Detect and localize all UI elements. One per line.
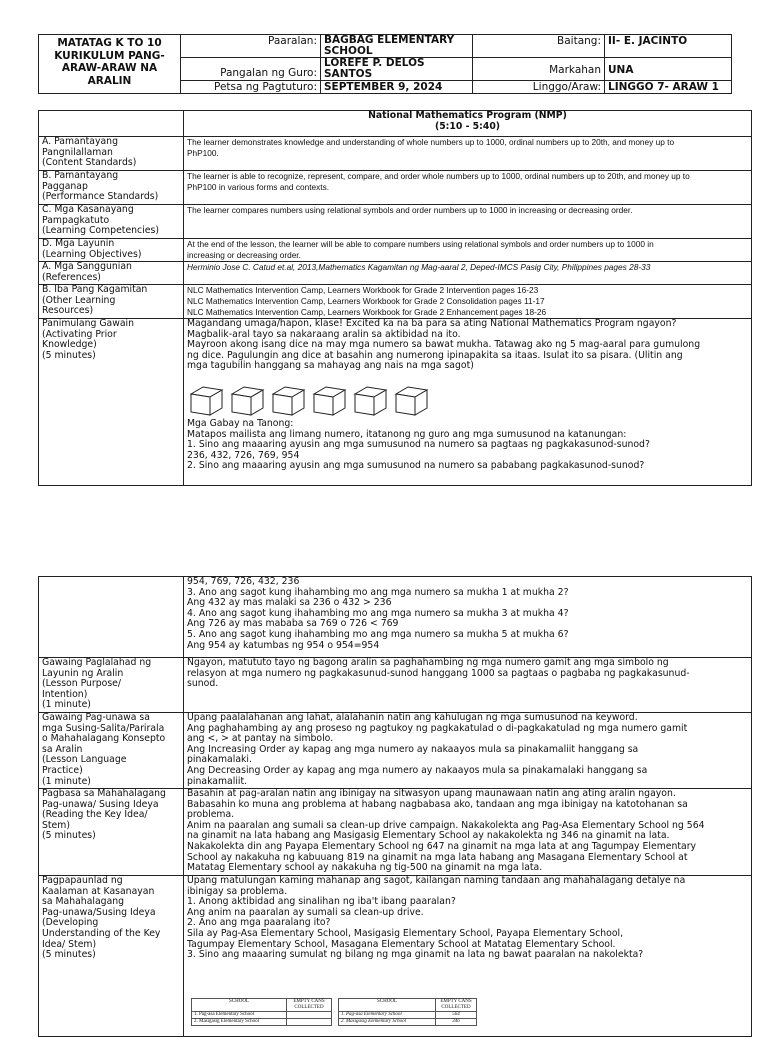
lesson-table-page1 [38, 110, 752, 486]
row-reading-key-idea: Pagbasa sa Mahahalagang Pag-unawa/ Susing Ideya (Reading the Key Idea/ Stem) (5 minutes) Basahin at pag-aralan natin ang ibinigay na sitwasyon upang maunawaan natin ang ating aralin ngayon. Babasahin ko muna ang problema at habang nagbabasa ako, tandaan ang mga ibinigay na katotohanan sa problema. Anim na paaralan ang sumali sa clean-up drive campaign. Nakakolekta ang Pag-Asa Elementary School ng 564 na ginamit na lata habang ang Masigasig Elementary School ay nakakolekta ng 346 na ginamit na lata. Nakakolekta din ang Payapa Elementary School ng 647 na ginamit na mga lata at ang Tagumpay Elementary School ay nakakuha ng kabuuang 819 na ginamit na mga lata habang ang Masagana Elementary School at Matatag Elementary school ay nakakuha ng tig-500 na ginamit na mga lata. [39, 789, 752, 876]
dice-icon [394, 384, 429, 417]
baitang-label: Baitang: [473, 35, 605, 58]
row-activating-prior-knowledge: Panimulang Gawain (Activating Prior Knowledge) (5 minutes) Magandang umaga/hapon, klase! Excited ka na ba para sa ating National Mathematics Program ngayon? Magbalik-aral tayo sa nakaraang aralin sa aktibidad na ito. Mayroon akong isang dice na may mga numero sa bawat mukha. Tatawag ako ng 5 mag-aaral para gumulong ng dice. Pagulungin ang dice at basahin ang numerong ipinapakita sa itaas. Isulat ito sa pisara. (Ulitin ang mga tagubilin hanggang sa mahayag ang nais na mga sagot) Mga Gabay na Tanong: Matapos mailista ang limang numero, itatanong ng guro ang mga sumusunod na katanungan: 1. Sino ang maaaring ayusin ang mga sumusunod na numero sa pagtaas ng pagkakasunod-sunod? 236, 432, 726, 769, 954 2. Sino ang maaaring ayusin ang mga sumusunod na numero sa pababang pagkakasunod-sunod? [39, 319, 752, 486]
dice-icon [189, 384, 224, 417]
paaralan-label: Paaralan: [181, 35, 321, 58]
row-developing-understanding: Pagpapaunlad ng Kaalaman at Kasanayan sa Mahahalagang Pag-unawa/Susing Ideya (Developing Understanding of the Key Idea/ Stem) (5 minutes) Upang matulungan kaming mahanap ang sagot, kailangan naming tandaan ang mahahalagang detalye na ibinigay sa problema. 1. Anong aktibidad ang sinalihan ng iba't ibang paaralan? Ang anim na paaralan ay sumali sa clean-up drive. 2. Ano ang mga paaralang ito? Sila ay Pag-Asa Elementary School, Masigasig Elementary School, Payapa Elementary School, Tagumpay Elementary School, Masagana Elementary School at Matatag Elementary School. 3. Sino ang maaaring sumulat ng bilang ng mga ginamit na lata ng bawat paaralan na nakolekta? [39, 876, 752, 1037]
dice-icon [312, 384, 347, 417]
petsa-label: Petsa ng Pagtuturo: [181, 81, 321, 94]
row-activating-continued [39, 577, 752, 658]
program-title: MATATAG K TO 10 KURIKULUM PANG-ARAW-ARAW NA ARALIN [39, 35, 181, 94]
linggo-label: Linggo/Araw: [473, 81, 605, 94]
dice-icon [230, 384, 265, 417]
learning-objectives-text: At the end of the lesson, the learner will be able to compare numbers using relational symbols and order numbers up to 1000 in increasing or decreasing order. [184, 239, 752, 262]
row-learning-objectives: D. Mga Layunin (Learning Objectives) At the end of the lesson, the learner will be able to compare numbers using relational symbols and order numbers up to 1000 in increasing or decreasing order. [39, 239, 752, 262]
content-standards-text: The learner demonstrates knowledge and understanding of whole numbers up to 1000, ordinal numbers up to 20th, and money up to PhP100. [184, 137, 752, 171]
activating-continued-text: 954, 769, 726, 432, 236 3. Ano ang sagot kung ihahambing mo ang mga numero sa mukha 1 at mukha 2? Ang 432 ay mas malaki sa 236 o 432 > 236 4. Ano ang sagot kung ihahambing mo ang mga numero sa mukha 3 at mukha 4? Ang 726 ay mas mababa sa 769 o 726 < 769 5. Ano ang sagot kung ihahambing mo ang mga numero sa mukha 5 at mukha 6? Ang 954 ay katumbas ng 954 o 954=954 [184, 577, 752, 658]
program-heading [184, 111, 752, 137]
guro-label: Pangalan ng Guro: [181, 58, 321, 81]
program-name: National Mathematics Program (NMP) [368, 110, 567, 121]
paaralan-value: BAGBAG ELEMENTARY SCHOOL [321, 35, 473, 58]
developing-understanding-text: Upang matulungan kaming mahanap ang sagot, kailangan naming tandaan ang mahahalagang detalye na ibinigay sa problema. 1. Anong aktibidad ang sinalihan ng iba't ibang paaralan? Ang anim na paaralan ay sumali sa clean-up drive. 2. Ano ang mga paaralang ito? Sila ay Pag-Asa Elementary School, Masigasig Elementary School, Payapa Elementary School, Tagumpay Elementary School, Masagana Elementary School at Matatag Elementary School. 3. Sino ang maaaring sumulat ng bilang ng mga ginamit na lata ng bawat paaralan na nakolekta? [184, 876, 752, 1037]
reading-key-idea-text: Basahin at pag-aralan natin ang ibinigay na sitwasyon upang maunawaan natin ang ating aralin ngayon. Babasahin ko muna ang problema at habang nagbabasa ako, tandaan ang mga ibinigay na katotohanan sa problema. Anim na paaralan ang sumali sa clean-up drive campaign. Nakakolekta ang Pag-Asa Elementary School ng 564 na ginamit na lata habang ang Masigasig Elementary School ay nakakolekta ng 346 na ginamit na lata. Nakakolekta din ang Payapa Elementary School ng 647 na ginamit na mga lata at ang Tagumpay Elementary School ay nakakuha ng kabuuang 819 na ginamit na mga lata habang ang Masagana Elementary School at Matatag Elementary school ay nakakuha ng tig-500 na ginamit na mga lata. [184, 789, 752, 876]
row-other-resources: B. Iba Pang Kagamitan (Other Learning Resources) NLC Mathematics Intervention Camp, Learners Workbook for Grade 2 Intervention pages 16-23 NLC Mathematics Intervention Camp, Learners Workbook for Grade 2 Consolidation pages 11-17 NLC Mathematics Intervention Camp, Learners Workbook for Grade 2 Enhancement pages 18-26 [39, 285, 752, 319]
program-time: (5:10 - 5:40) [434, 120, 501, 132]
performance-standards-text: The learner is able to recognize, represent, compare, and order whole numbers up to 1000, ordinal numbers up to 20th, and money up to PhP100 in various forms and contexts. [184, 171, 752, 205]
school-table-blank: SCHOOL EMPTY CANS COLLECTED 1. Pag-asa Elementary School 2. Masigasig Elementary School [191, 998, 332, 1026]
other-resources-text: NLC Mathematics Intervention Camp, Learners Workbook for Grade 2 Intervention pages 16-23 NLC Mathematics Intervention Camp, Learners Workbook for Grade 2 Consolidation pages 11-17 NLC Mathematics Intervention Camp, Learners Workbook for Grade 2 Enhancement pages 18-26 [184, 285, 752, 319]
petsa-value: SEPTEMBER 9, 2024 [321, 81, 473, 94]
lesson-table-page2 [38, 576, 752, 1037]
markahan-value: UNA [605, 58, 732, 81]
dice-icon [271, 384, 306, 417]
linggo-value: LINGGO 7- ARAW 1 [605, 81, 732, 94]
learning-competencies-text: The learner compares numbers using relational symbols and order numbers up to 1000 in increasing or decreasing order. [184, 205, 752, 239]
activating-text: Magandang umaga/hapon, klase! Excited ka na ba para sa ating National Mathematics Program ngayon? Magbalik-aral tayo sa nakaraang aralin sa aktibidad na ito. Mayroon akong isang dice na may mga numero sa bawat mukha. Tatawag ako ng 5 mag-aaral para gumulong ng dice. Pagulungin ang dice at basahin ang numerong ipinapakita sa itaas. Isulat ito sa pisara. (Ulitin ang mga tagubilin hanggang sa mahayag ang nais na mga sagot) Mga Gabay na Tanong: Matapos mailista ang limang numero, itatanong ng guro ang mga sumusunod na katanungan: 1. Sino ang maaaring ayusin ang mga sumusunod na numero sa pagtaas ng pagkakasunod-sunod? 236, 432, 726, 769, 954 2. Sino ang maaaring ayusin ang mga sumusunod na numero sa pababang pagkakasunod-sunod? [184, 319, 752, 486]
markahan-label: Markahan [473, 58, 605, 81]
school-table-answers: SCHOOL EMPTY CANS COLLECTED 1. Pag-asa Elementary School 564 2. Masigasig Elementary School 346 [338, 998, 477, 1026]
references-text: Herminio Jose C. Catud et.al, 2013,Mathematics Kagamitan ng Mag-aaral 2, Deped-IMCS Pasig City, Philippines pages 28-33 [184, 262, 752, 285]
row-learning-competencies: C. Mga Kasanayang Pampagkatuto (Learning Competencies) The learner compares numbers using relational symbols and order numbers up to 1000 in increasing or decreasing order. [39, 205, 752, 239]
row-references: A. Mga Sanggunian (References) Herminio Jose C. Catud et.al, 2013,Mathematics Kagamitan ng Mag-aaral 2, Deped-IMCS Pasig City, Philippines pages 28-33 [39, 262, 752, 285]
dice-icon [353, 384, 388, 417]
baitang-value: II- E. JACINTO [605, 35, 732, 58]
guro-value: LOREFE P. DELOS SANTOS [321, 58, 473, 81]
dice-row [189, 384, 748, 417]
lesson-purpose-text: Ngayon, matututo tayo ng bagong aralin sa paghahambing ng mga numero gamit ang mga simbolo ng relasyon at mga numero ng pagkakasunud-sunod hanggang 1000 sa pagtaas o pagbaba ng pagkakasunud- sunod. [184, 658, 752, 713]
lesson-language-text: Upang paalalahanan ang lahat, alalahanin natin ang kahulugan ng mga sumusunod na keyword. Ang paghahambing ay ang proseso ng pagtukoy ng pagkakatulad o di-pagkakatulad ng mga numero gamit ang <, > at pantay na simbolo. Ang Increasing Order ay kapag ang mga numero ay nakaayos mula sa pinakamaliit hanggang sa pinakamalaki. Ang Decreasing Order ay kapag ang mga numero ay nakaayos mula sa pinakamalaki hanggang sa pinakamaliit. [184, 713, 752, 789]
header-table [38, 34, 732, 94]
row-content-standards: A. Pamantayang Pangnilallaman (Content Standards) The learner demonstrates knowledge and understanding of whole numbers up to 1000, ordinal numbers up to 20th, and money up to PhP100. [39, 137, 752, 171]
row-lesson-purpose: Gawaing Paglalahad ng Layunin ng Aralin (Lesson Purpose/ Intention) (1 minute) Ngayon, matututo tayo ng bagong aralin sa paghahambing ng mga numero gamit ang mga simbolo ng relasyon at mga numero ng pagkakasunud-sunod hanggang 1000 sa pagtaas o pagbaba ng pagkakasunud- sunod. [39, 658, 752, 713]
row-performance-standards: B. Pamantayang Pagganap (Performance Standards) The learner is able to recognize, represent, compare, and order whole numbers up to 1000, ordinal numbers up to 20th, and money up to PhP100 in various forms and contexts. [39, 171, 752, 205]
row-lesson-language-practice: Gawaing Pag-unawa sa mga Susing-Salita/Parirala o Mahahalagang Konsepto sa Aralin (Lesson Language Practice) (1 minute) Upang paalalahanan ang lahat, alalahanin natin ang kahulugan ng mga sumusunod na keyword. Ang paghahambing ay ang proseso ng pagtukoy ng pagkakatulad o di-pagkakatulad ng mga numero gamit ang <, > at pantay na simbolo. Ang Increasing Order ay kapag ang mga numero ay nakaayos mula sa pinakamaliit hanggang sa pinakamalaki. Ang Decreasing Order ay kapag ang mga numero ay nakaayos mula sa pinakamalaki hanggang sa pinakamaliit. [39, 713, 752, 789]
